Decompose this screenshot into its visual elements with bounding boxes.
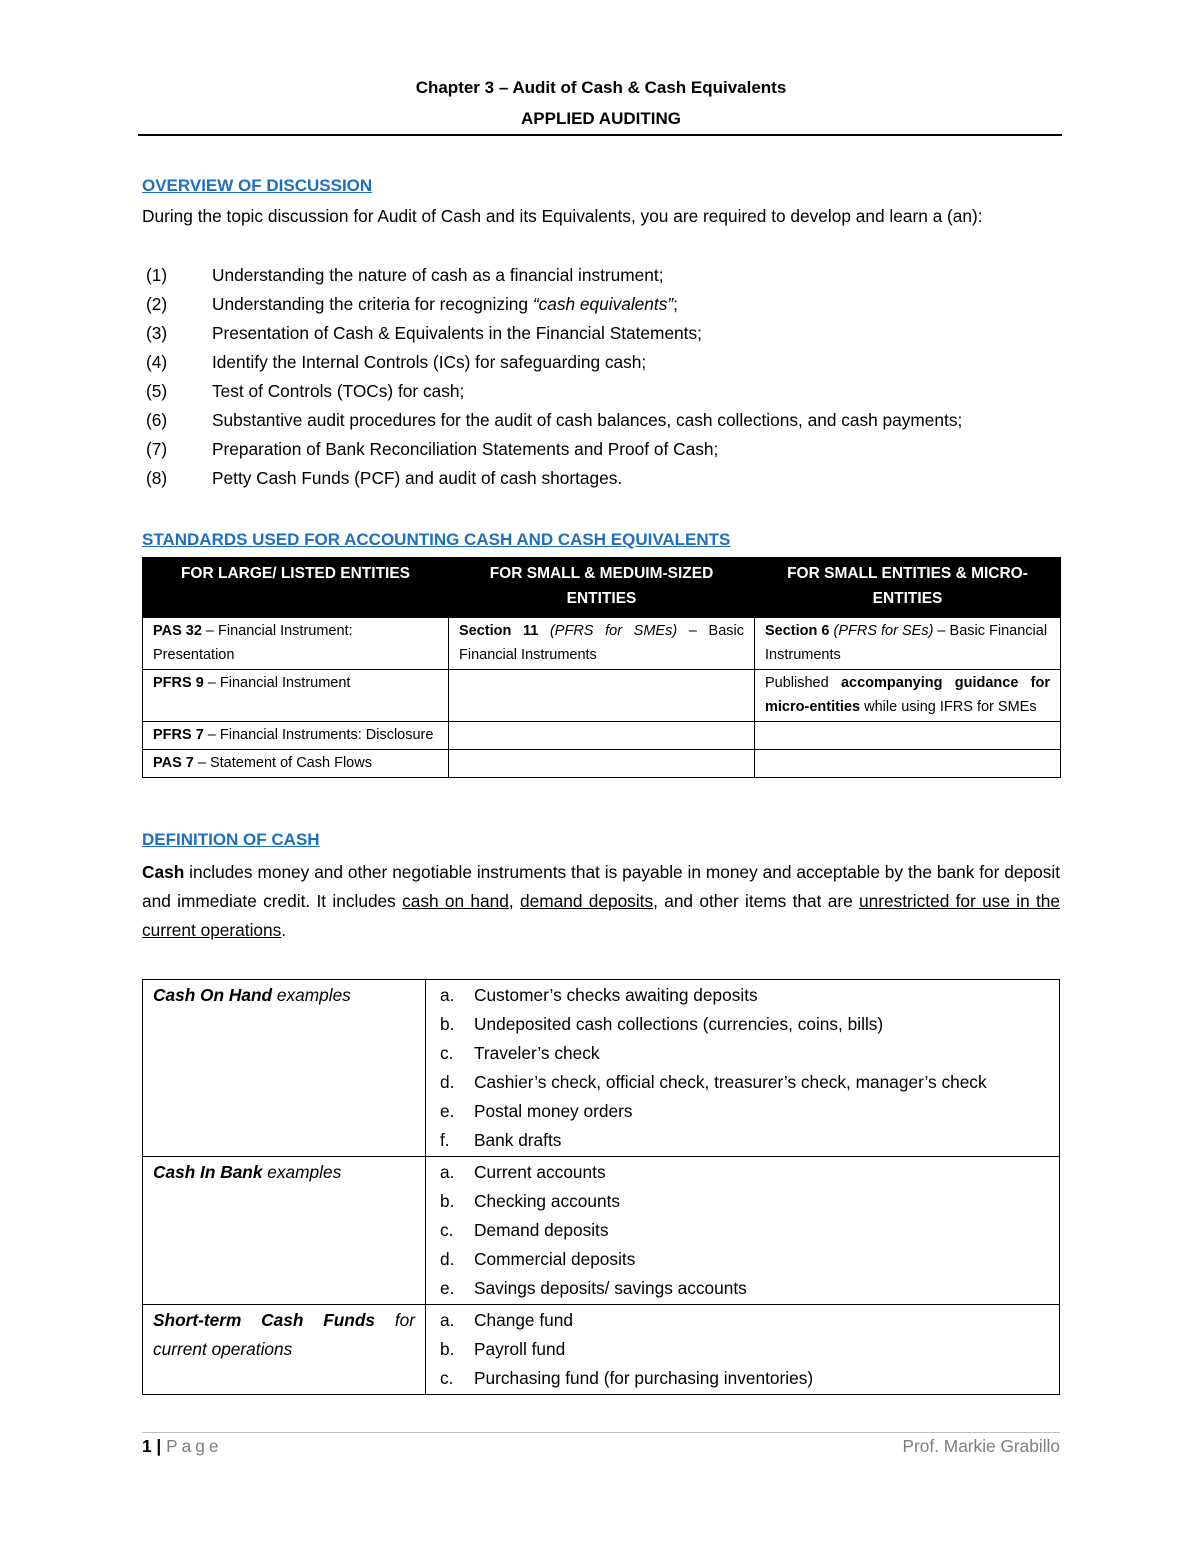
table-cell (449, 722, 755, 750)
list-item: a. Change fund (440, 1310, 573, 1330)
overview-intro: During the topic discussion for Audit of Cash and its Equivalents, you are required to develop and learn a (an): (142, 206, 983, 226)
table-row (143, 1157, 1060, 1305)
table-cell: PFRS 9 – Financial Instrument (143, 670, 449, 722)
list-item: e. Savings deposits/ savings accounts (440, 1278, 747, 1298)
list-item: b. Undeposited cash collections (currencies, coins, bills) (440, 1014, 884, 1034)
table-cell: Published accompanying guidance for micro-entities while using IFRS for SMEs (755, 670, 1061, 722)
list-item: (5) Test of Controls (TOCs) for cash; (146, 381, 465, 401)
table-cell: PFRS 7 – Financial Instruments: Disclosure (143, 722, 449, 750)
row-label: Short-term Cash Funds for current operations (143, 1305, 426, 1395)
list-item: f. Bank drafts (440, 1130, 562, 1150)
column-header: FOR SMALL & MEDUIM-SIZED ENTITIES (449, 558, 755, 618)
column-header: FOR LARGE/ LISTED ENTITIES (143, 558, 449, 618)
cash-examples-table (142, 979, 1060, 1395)
table-cell (755, 750, 1061, 778)
row-items (426, 1305, 1060, 1395)
list-item: c. Purchasing fund (for purchasing inventories) (440, 1368, 814, 1388)
list-item: b. Checking accounts (440, 1191, 621, 1211)
table-cell: Section 6 (PFRS for SEs) – Basic Financial Instruments (755, 618, 1061, 670)
page-number: 1 | Page (142, 1436, 223, 1456)
list-item: (7) Preparation of Bank Reconciliation Statements and Proof of Cash; (146, 439, 719, 459)
table-row (143, 980, 1060, 1157)
footer-rule (142, 1432, 1060, 1433)
table-row (143, 750, 1061, 778)
list-item: d. Cashier’s check, official check, treasurer’s check, manager’s check (440, 1072, 987, 1092)
list-item: a. Customer’s checks awaiting deposits (440, 985, 758, 1005)
row-items (426, 1157, 1060, 1305)
row-label: Cash On Hand examples (143, 980, 426, 1157)
row-items (426, 980, 1060, 1157)
standards-table (142, 557, 1061, 778)
document-subtitle: APPLIED AUDITING (521, 109, 681, 128)
overview-list (146, 261, 962, 493)
list-item: (6) Substantive audit procedures for the audit of cash balances, cash collections, and cash payments; (146, 410, 963, 430)
list-item: d. Commercial deposits (440, 1249, 636, 1269)
document-title: Chapter 3 – Audit of Cash & Cash Equivalents (415, 78, 787, 97)
header-rule (138, 134, 1062, 136)
list-item: (1) Understanding the nature of cash as a financial instrument; (146, 265, 664, 285)
list-item: e. Postal money orders (440, 1101, 633, 1121)
definition-paragraph: Cash includes money and other negotiable instruments that is payable in money and acceptable by the bank for deposit and immediate credit. It includes cash on hand, demand deposits, and other items that are unrestricted for use in the current operations. (142, 862, 1060, 940)
table-cell: PAS 32 – Financial Instrument: Presentation (143, 618, 449, 670)
table-row (143, 722, 1061, 750)
list-item: (3) Presentation of Cash & Equivalents in the Financial Statements; (146, 323, 702, 343)
table-row (143, 670, 1061, 722)
table-cell: PAS 7 – Statement of Cash Flows (143, 750, 449, 778)
column-header: FOR SMALL ENTITIES & MICRO-ENTITIES (755, 558, 1061, 618)
document-page (142, 0, 1060, 1553)
list-item: (8) Petty Cash Funds (PCF) and audit of cash shortages. (146, 468, 623, 488)
row-label: Cash In Bank examples (143, 1157, 426, 1305)
table-cell: Section 11 (PFRS for SMEs) – Basic Financial Instruments (449, 618, 755, 670)
list-item: (4) Identify the Internal Controls (ICs) for safeguarding cash; (146, 352, 647, 372)
table-cell (449, 750, 755, 778)
table-row (143, 618, 1061, 670)
definition-heading: DEFINITION OF CASH (142, 830, 320, 849)
list-item: c. Traveler’s check (440, 1043, 600, 1063)
table-header-row (143, 558, 1061, 618)
table-cell (755, 722, 1061, 750)
list-item: c. Demand deposits (440, 1220, 609, 1240)
table-cell (449, 670, 755, 722)
list-item: a. Current accounts (440, 1162, 606, 1182)
overview-heading: OVERVIEW OF DISCUSSION (142, 176, 373, 195)
standards-heading: STANDARDS USED FOR ACCOUNTING CASH AND CASH EQUIVALENTS (142, 530, 731, 549)
footer-author: Prof. Markie Grabillo (902, 1436, 1060, 1456)
list-item: b. Payroll fund (440, 1339, 566, 1359)
list-item: (2) Understanding the criteria for recognizing “cash equivalents”; (146, 294, 678, 314)
table-row (143, 1305, 1060, 1395)
